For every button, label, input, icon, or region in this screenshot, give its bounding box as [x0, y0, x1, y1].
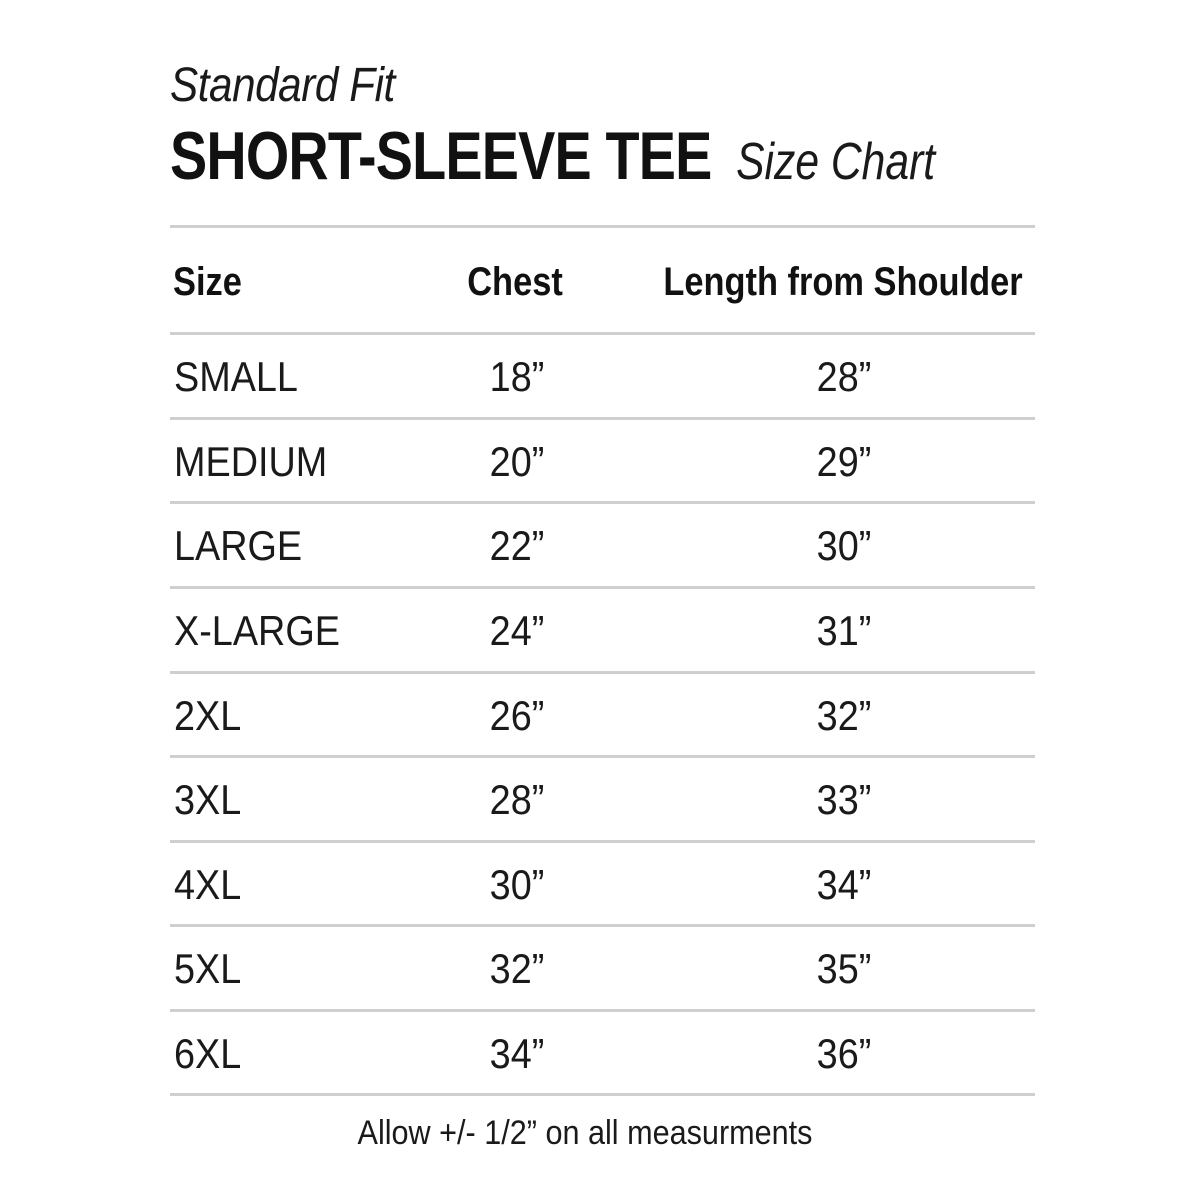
- row-divider: [170, 1009, 1035, 1012]
- page-title: [170, 118, 936, 194]
- chest-cell: 24”: [489, 607, 545, 654]
- header-chest: Chest: [467, 260, 563, 304]
- length-cell: 35”: [816, 945, 872, 992]
- table-row: [0, 1013, 1200, 1097]
- measurement-note: Allow +/- 1/2” on all measurments: [357, 1114, 813, 1152]
- size-cell: X-LARGE: [174, 607, 340, 654]
- row-divider: [170, 586, 1035, 589]
- size-cell: 2XL: [174, 692, 242, 739]
- table-row: [0, 759, 1200, 843]
- chest-cell: 34”: [489, 1030, 545, 1077]
- row-divider: [170, 671, 1035, 674]
- chest-cell: 26”: [489, 692, 545, 739]
- chest-cell: 28”: [489, 776, 545, 823]
- length-cell: 33”: [816, 776, 872, 823]
- header-size: Size: [173, 260, 242, 304]
- size-cell: SMALL: [174, 353, 298, 400]
- row-divider: [170, 924, 1035, 927]
- row-divider: [170, 755, 1035, 758]
- length-cell: 30”: [816, 522, 872, 569]
- top-divider: [170, 225, 1035, 228]
- size-cell: 3XL: [174, 776, 242, 823]
- length-cell: 34”: [816, 861, 872, 908]
- length-cell: 28”: [816, 353, 872, 400]
- size-cell: 6XL: [174, 1030, 242, 1077]
- table-row: [0, 505, 1200, 589]
- table-row: [0, 421, 1200, 505]
- title-suffix: Size Chart: [736, 133, 936, 191]
- bottom-divider: [170, 1093, 1035, 1096]
- row-divider: [170, 840, 1035, 843]
- title-main: SHORT-SLEEVE TEE: [170, 118, 712, 194]
- chest-cell: 18”: [489, 353, 545, 400]
- header-divider: [170, 332, 1035, 335]
- size-cell: 4XL: [174, 861, 242, 908]
- length-cell: 31”: [816, 607, 872, 654]
- header-length: Length from Shoulder: [663, 260, 1023, 304]
- chest-cell: 22”: [489, 522, 545, 569]
- chest-cell: 32”: [489, 945, 545, 992]
- table-row: [0, 844, 1200, 928]
- chest-cell: 20”: [489, 438, 545, 485]
- subtitle: Standard Fit: [170, 59, 395, 112]
- length-cell: 36”: [816, 1030, 872, 1077]
- chest-cell: 30”: [489, 861, 545, 908]
- table-row: [0, 675, 1200, 759]
- length-cell: 29”: [816, 438, 872, 485]
- table-row: [0, 336, 1200, 420]
- length-cell: 32”: [816, 692, 872, 739]
- table-row: [0, 590, 1200, 674]
- size-cell: MEDIUM: [174, 438, 328, 485]
- row-divider: [170, 417, 1035, 420]
- size-cell: 5XL: [174, 945, 242, 992]
- size-cell: LARGE: [174, 522, 303, 569]
- row-divider: [170, 501, 1035, 504]
- table-row: [0, 928, 1200, 1012]
